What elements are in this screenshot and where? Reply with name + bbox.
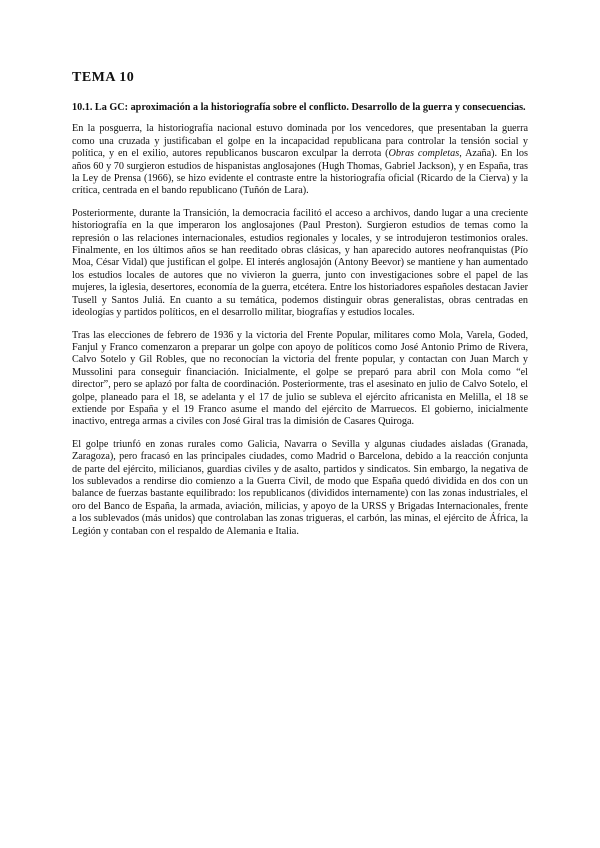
document-title: TEMA 10 (72, 70, 135, 85)
document-page (72, 70, 528, 548)
paragraph-coup-outcome: El golpe triunfó en zonas rurales como Galicia, Navarra o Sevilla y algunas ciudades aisladas (Granada, Zaragoza), pero fracasó en las principales ciudades, como Madrid o Barcelona, debido a la reacción conjunta de parte del ejército, milicianos, guardias civiles y de asalto, partidos y sindicatos. Sin embargo, la negativa de los sublevados a rendirse dio comienzo a la Guerra Civil, de modo que España quedó dividida en dos con un balance de fuerzas bastante equilibrado: los republicanos (divididos internamente) con las zonas industriales, el oro del Banco de España, la armada, aviación, milicias, y apoyo de la URSS y Brigadas Internacionales, frente a los sublevados (más unidos) que controlaban las zonas trigueras, el carbón, las minas, el ejército de África, la Legión y contaban con el respaldo de Alemania e Italia. (72, 438, 528, 537)
paragraph-1-italic-title: Obras completas (388, 148, 460, 160)
paragraph-1-text-a: En la posguerra, la historiografía nacional estuvo dominada por los vencedores, que presentaban la guerra como una cruzada y justificaban el golpe en la incapacidad republicana para controlar la tensión social y política, y en el exilio, autores republicanos buscaron exculpar la derrota ( (72, 123, 528, 160)
section-heading: 10.1. La GC: aproximación a la historiografía sobre el conflicto. Desarrollo de la guerra y consecuencias. (72, 102, 526, 113)
paragraph-historiography-postwar (72, 123, 528, 197)
paragraph-1-text-b: , Azaña). En los años 60 y 70 surgieron estudios de hispanistas anglosajones (Hugh Thomas, Gabriel Jackson), y en España, tras la Ley de Prensa (1966), se hizo evidente el contraste entre la historiografía oficial (Ricardo de la Cierva) y la crítica, centrada en el bando republicano (Tuñón de Lara). (72, 148, 528, 197)
paragraph-historiography-transition: Posteriormente, durante la Transición, la democracia facilitó el acceso a archivos, dando lugar a una creciente historiografía en la que imperaron los anglosajones (Paul Preston). Surgieron estudios de temas como la represión o las relaciones internacionales, estudios regionales y locales, y se introdujeron testimonios orales. Finalmente, en los últimos años se han reeditado obras clásicas, y han aparecido autores neofranquistas (Pío Moa, César Vidal) que justifican el golpe. El interés anglosajón (Antony Beevor) se mantiene y han aumentado los estudios locales de autores que no vivieron la guerra, junto con investigaciones sobre el papel de las mujeres, la iglesia, desertores, economía de la guerra, etcétera. Entre los historiadores españoles destacan Javier Tusell y Santos Juliá. En cuanto a su temática, podemos distinguir obras generalistas, obras centradas en ideologías y partidos políticos, en el desarrollo militar, biografías y estudios locales. (72, 207, 528, 319)
paragraph-coup-preparation: Tras las elecciones de febrero de 1936 y la victoria del Frente Popular, militares como Mola, Varela, Goded, Fanjul y Franco comenzaron a preparar un golpe con apoyo de políticos como José Antonio Primo de Rivera, Calvo Sotelo y Gil Robles, que no reconocían la victoria del frente popular, y contactan con Juan March y Mussolini para conseguir financiación. Inicialmente, el golpe se preparó para abril con Mola como “el director”, pero se aplazó por falta de coordinación. Posteriormente, tras el asesinato en julio de Calvo Sotelo, el golpe, planeado para el 18, se adelanta y el 17 de julio se subleva el ejército africanista en Melilla, el 18 se extiende por España y el 19 Franco asume el mando del ejército de Marruecos. El gobierno, inicialmente inactivo, entrega armas a civiles con José Giral tras la dimisión de Casares Quiroga. (72, 329, 528, 428)
